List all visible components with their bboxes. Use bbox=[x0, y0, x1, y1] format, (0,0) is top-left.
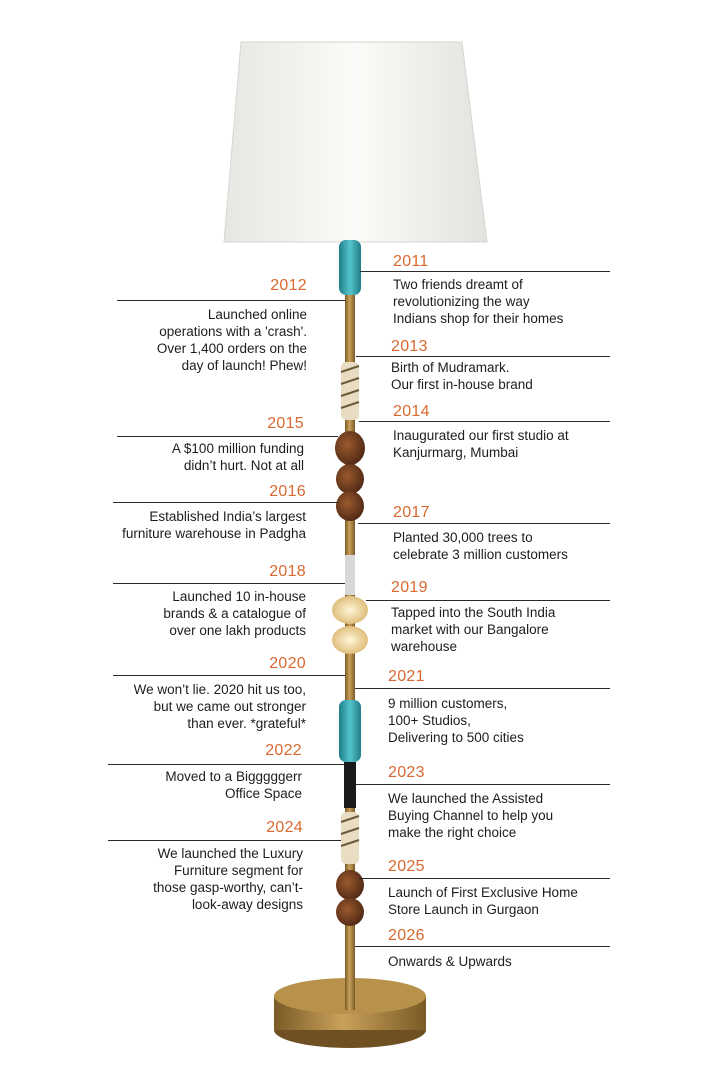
year-2020: 2020 bbox=[269, 655, 306, 672]
year-2011: 2011 bbox=[393, 253, 429, 270]
milestone-2019-text: Tapped into the South India market with our Bangalore warehouse bbox=[391, 605, 556, 654]
rule-2015 bbox=[117, 436, 338, 437]
rule-2011 bbox=[360, 271, 610, 272]
rule-2025 bbox=[359, 878, 610, 879]
milestone-2014-text: Inaugurated our first studio at Kanjurmarg, Mumbai bbox=[393, 428, 569, 460]
rule-2013 bbox=[356, 356, 610, 357]
rule-2026 bbox=[355, 946, 610, 947]
rule-2014 bbox=[359, 421, 610, 422]
rule-2012 bbox=[117, 300, 345, 301]
year-2026: 2026 bbox=[388, 927, 425, 944]
year-2018: 2018 bbox=[269, 563, 306, 580]
milestone-2022-text: Moved to a Bigggggerr Office Space bbox=[165, 769, 302, 801]
rule-2024 bbox=[108, 840, 341, 841]
milestone-2011-text: Two friends dreamt of revolutionizing the way Indians shop for their homes bbox=[393, 277, 564, 326]
year-2025: 2025 bbox=[388, 858, 425, 875]
rule-2019 bbox=[366, 600, 610, 601]
year-2015: 2015 bbox=[267, 415, 304, 432]
milestone-2021-text: 9 million customers, 100+ Studios, Delivering to 500 cities bbox=[388, 696, 524, 745]
milestone-2023-text: We launched the Assisted Buying Channel to help you make the right choice bbox=[388, 791, 554, 840]
milestone-2015-text: A $100 million funding didn’t hurt. Not at all bbox=[171, 441, 304, 473]
milestone-2020-text: We won’t lie. 2020 hit us too, but we came out stronger than ever. *grateful* bbox=[133, 682, 306, 731]
milestone-2017-text: Planted 30,000 trees to celebrate 3 million customers bbox=[393, 530, 568, 562]
year-2019: 2019 bbox=[391, 579, 428, 596]
rule-2020 bbox=[113, 675, 345, 676]
year-2013: 2013 bbox=[391, 338, 428, 355]
milestone-2018-text: Launched 10 in-house brands & a catalogue of over one lakh products bbox=[163, 589, 306, 638]
rule-2018 bbox=[113, 583, 345, 584]
rule-2017 bbox=[358, 523, 610, 524]
lamp-shade bbox=[224, 42, 487, 242]
rule-2022 bbox=[108, 764, 344, 765]
milestone-2013-text: Birth of Mudramark. Our first in-house brand bbox=[391, 360, 533, 392]
year-2014: 2014 bbox=[393, 403, 430, 420]
year-2016: 2016 bbox=[269, 483, 306, 500]
year-2017: 2017 bbox=[393, 504, 430, 521]
year-2023: 2023 bbox=[388, 764, 425, 781]
year-2022: 2022 bbox=[265, 742, 302, 759]
rule-2021 bbox=[355, 688, 610, 689]
milestone-2012-text: Launched online operations with a 'crash'. Over 1,400 orders on the day of launch! Phew! bbox=[156, 307, 307, 373]
rule-2023 bbox=[356, 784, 610, 785]
milestone-2026-text: Onwards & Upwards bbox=[388, 954, 512, 969]
year-2021: 2021 bbox=[388, 668, 425, 685]
rule-2016 bbox=[113, 502, 338, 503]
year-2012: 2012 bbox=[270, 277, 307, 294]
milestone-2024-text: We launched the Luxury Furniture segment for those gasp-worthy, can’t- look-away designs bbox=[153, 846, 303, 912]
milestone-2025-text: Launch of First Exclusive Home Store Launch in Gurgaon bbox=[388, 885, 578, 917]
milestone-2016-text: Established India’s largest furniture warehouse in Padgha bbox=[122, 509, 306, 541]
year-2024: 2024 bbox=[266, 819, 303, 836]
